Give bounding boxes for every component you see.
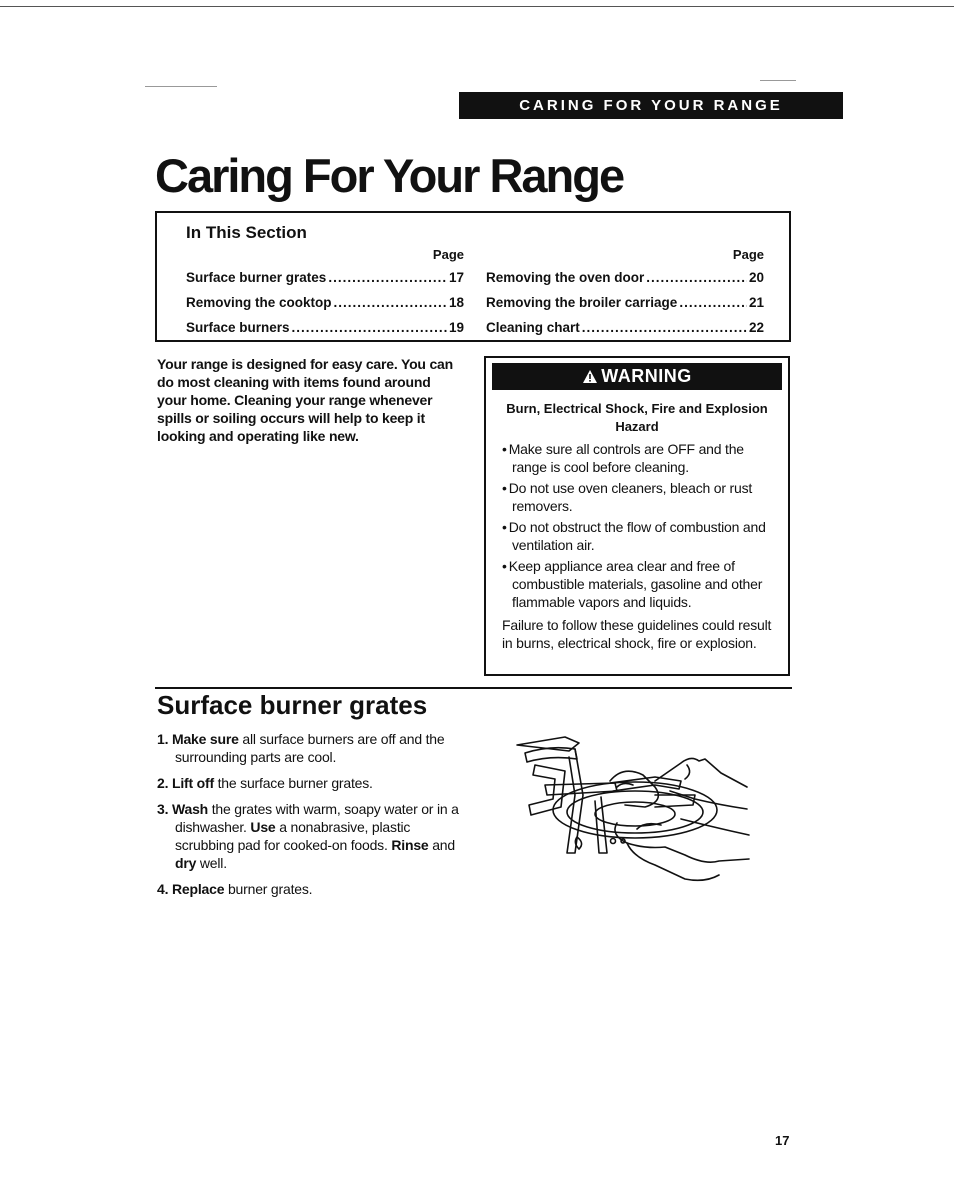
toc-entry-title: Removing the broiler carriage: [486, 295, 678, 310]
toc-column-right: [486, 245, 764, 340]
toc-heading: In This Section: [186, 223, 307, 242]
scan-line: [0, 6, 954, 7]
toc-entry[interactable]: [186, 315, 464, 340]
warning-list: [502, 440, 782, 614]
hands-lifting-grate-illustration: [505, 725, 750, 885]
warning-label: WARNING: [601, 366, 692, 386]
hazard-title: Burn, Electrical Shock, Fire and Explosion Hazard: [506, 401, 768, 434]
toc-entry-page: 18: [448, 295, 464, 310]
step-item: 1. Make sure all surface burners are off and the surrounding parts are cool.: [157, 731, 445, 765]
scan-mark: [145, 86, 217, 87]
page-number: 17: [775, 1133, 790, 1148]
toc-entry-title: Removing the cooktop: [186, 295, 332, 310]
toc-entry-title: Surface burners: [186, 320, 290, 335]
step-item: 3. Wash the grates with warm, soapy water or in a dishwasher. Use a nonabrasive, plastic scrubbing pad for cooked-on foods. Rinse and dry well.: [157, 801, 459, 871]
warning-banner: [492, 363, 782, 390]
warning-footer: Failure to follow these guidelines could result in burns, electrical shock, fire or explosion.: [502, 617, 772, 651]
warning-box: [484, 356, 790, 676]
toc-entry[interactable]: [186, 290, 464, 315]
toc-entry[interactable]: [486, 265, 764, 290]
warning-item: • Make sure all controls are OFF and the range is cool before cleaning.: [502, 440, 782, 476]
toc-entry-page: 22: [748, 320, 764, 335]
intro-paragraph: Your range is designed for easy care. You can do most cleaning with items found around your home. Cleaning your range whenever spills or soiling occurs will help to keep it looking and operating like new.: [157, 356, 453, 444]
steps-list: [157, 730, 467, 906]
page-title: Caring For Your Range: [155, 149, 624, 202]
warning-item: • Do not obstruct the flow of combustion and ventilation air.: [502, 518, 782, 554]
step-item: 2. Lift off the surface burner grates.: [157, 775, 373, 791]
toc-entry-title: Cleaning chart: [486, 320, 580, 335]
in-this-section-box: [155, 211, 791, 342]
scan-mark: [760, 80, 796, 81]
toc-entry[interactable]: [486, 315, 764, 340]
toc-entry[interactable]: [486, 290, 764, 315]
toc-entry-page: 20: [748, 270, 764, 285]
warning-triangle-icon: [582, 369, 598, 384]
warning-item: • Keep appliance area clear and free of combustible materials, gasoline and other flammable vapors and liquids.: [502, 557, 782, 611]
toc-entry-title: Surface burner grates: [186, 270, 327, 285]
toc-column-left: [186, 245, 464, 340]
toc-entry-page: 17: [448, 270, 464, 285]
toc-page-label: Page: [732, 247, 764, 262]
toc-entry-title: Removing the oven door: [486, 270, 645, 285]
toc-page-label: Page: [432, 247, 464, 262]
warning-item: • Do not use oven cleaners, bleach or rust removers.: [502, 479, 782, 515]
toc-entry[interactable]: [186, 265, 464, 290]
toc-entry-page: 19: [448, 320, 464, 335]
step-item: 4. Replace burner grates.: [157, 881, 313, 897]
section-header-banner: CARING FOR YOUR RANGE: [459, 92, 843, 119]
toc-entry-page: 21: [748, 295, 764, 310]
section-title: Surface burner grates: [157, 690, 428, 720]
